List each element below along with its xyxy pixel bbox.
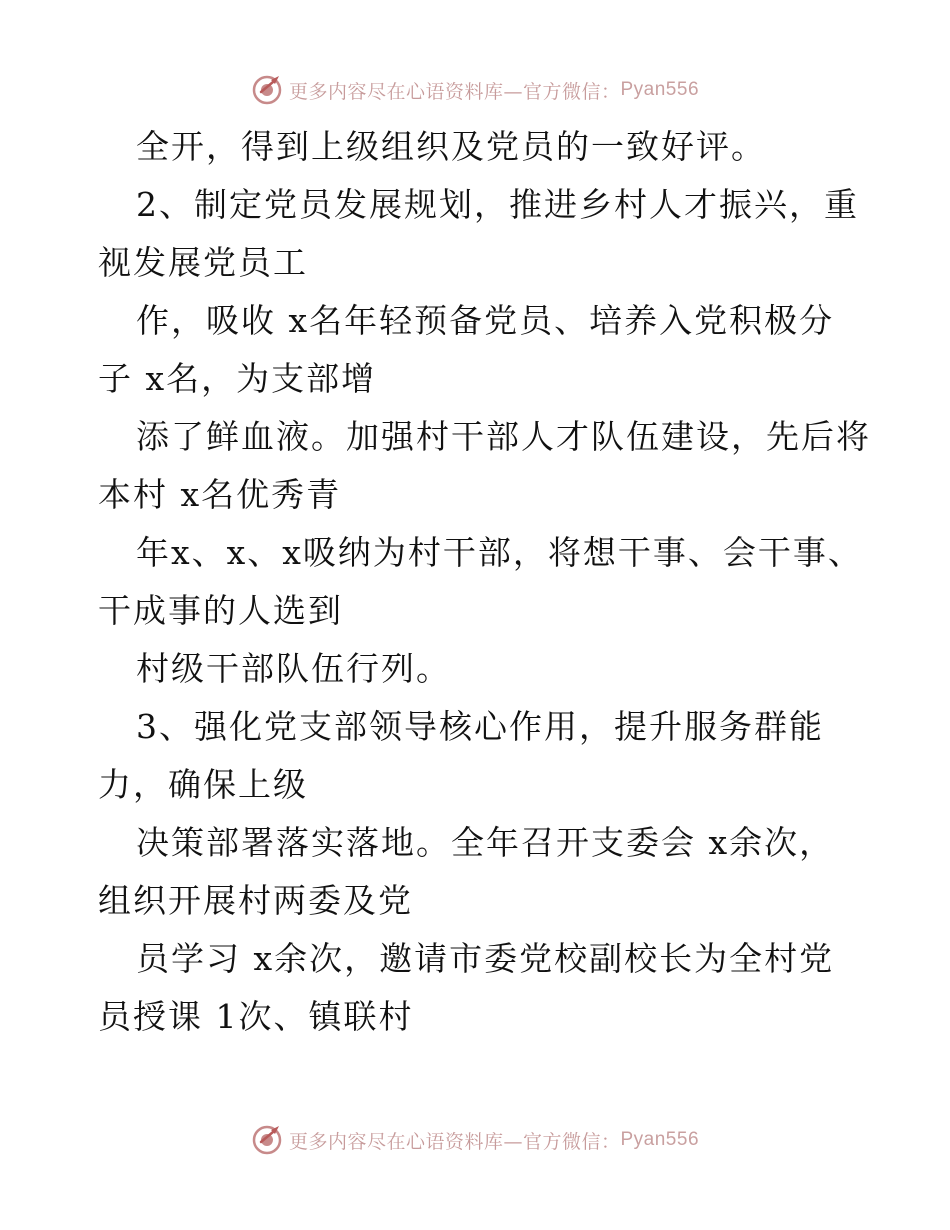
text-line: 视发展党员工 bbox=[98, 243, 308, 282]
text-line: 作，吸收 x名年轻预备党员、培养入党积极分 bbox=[136, 301, 835, 340]
text-line: 3、强化党支部领导核心作用，提升服务群能 bbox=[136, 707, 824, 746]
text-line: 添了鲜血液。加强村干部人才队伍建设，先后将 bbox=[136, 417, 871, 456]
text-line: 年x、x、x吸纳为村干部，将想干事、会干事、 bbox=[136, 533, 863, 572]
text-line: 村级干部队伍行列。 bbox=[136, 649, 451, 688]
logo-icon bbox=[251, 1124, 283, 1156]
text-line: 子 x名，为支部增 bbox=[98, 359, 377, 398]
watermark-text: 更多内容尽在心语资料库—官方微信： bbox=[288, 1130, 621, 1153]
logo-icon bbox=[251, 74, 283, 106]
text-line: 2、制定党员发展规划，推进乡村人才振兴，重 bbox=[136, 185, 859, 224]
text-line: 力，确保上级 bbox=[98, 765, 308, 804]
text-line: 员学习 x余次，邀请市委党校副校长为全村党 bbox=[136, 939, 835, 978]
body-text bbox=[98, 118, 871, 1046]
header-watermark bbox=[0, 70, 950, 110]
text-line: 组织开展村两委及党 bbox=[98, 881, 413, 920]
watermark-text: 更多内容尽在心语资料库—官方微信： bbox=[288, 80, 621, 103]
text-line: 员授课 1次、镇联村 bbox=[98, 997, 414, 1036]
footer-watermark bbox=[0, 1120, 950, 1160]
text-line: 干成事的人选到 bbox=[98, 591, 343, 630]
text-line: 本村 x名优秀青 bbox=[98, 475, 342, 514]
text-line: 决策部署落实落地。全年召开支委会 x余次， bbox=[136, 823, 835, 862]
text-line: 全开，得到上级组织及党员的一致好评。 bbox=[136, 127, 766, 166]
watermark-wechat-id: Pyan556 bbox=[620, 1129, 700, 1150]
watermark-wechat-id: Pyan556 bbox=[620, 79, 700, 100]
